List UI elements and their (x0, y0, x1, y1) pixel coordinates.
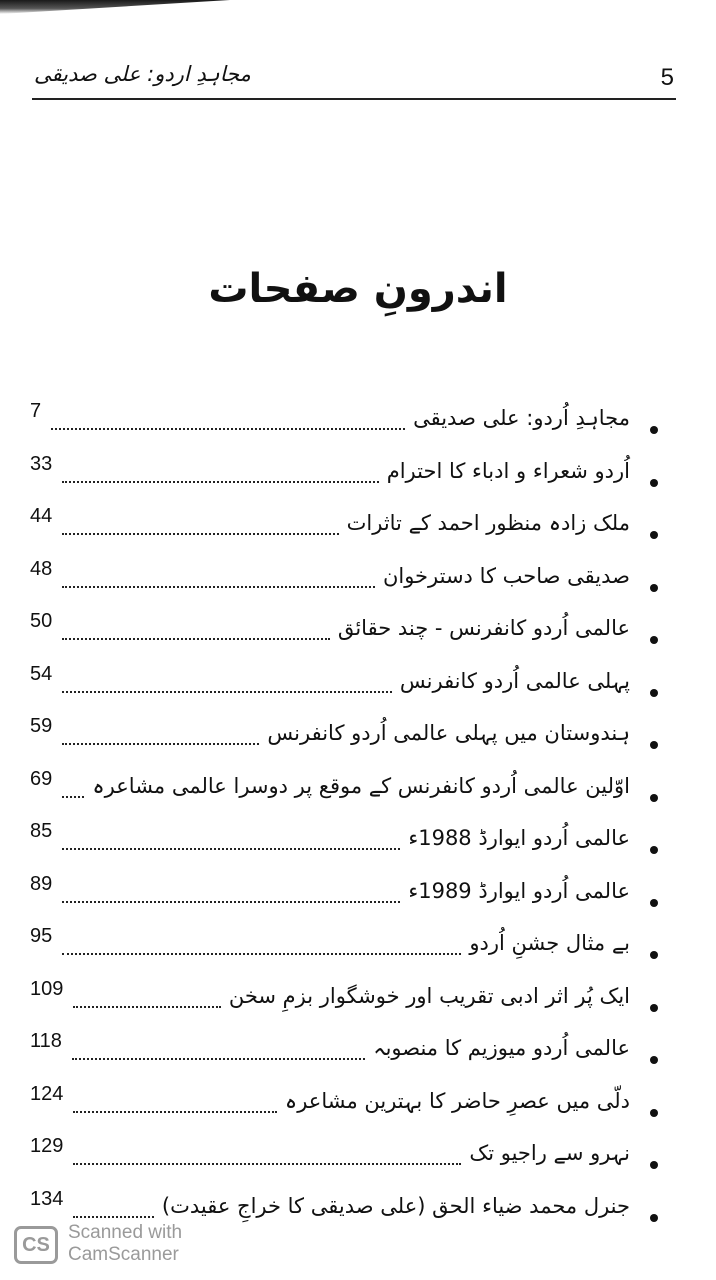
page-header (32, 58, 676, 100)
toc-page-number: 54 (30, 662, 53, 685)
toc-entry-title: پہلی عالمی اُردو کانفرنس (399, 668, 630, 693)
bullet-icon (650, 1056, 658, 1064)
toc-dot-leader (72, 1058, 365, 1060)
toc-entry-title: ملک زادہ منظور احمد کے تاثرات (346, 511, 630, 535)
camscanner-logo: CS (14, 1226, 58, 1264)
toc-entry-title: دلّی میں عصرِ حاضر کا بہترین مشاعرہ (284, 1088, 630, 1113)
toc-dot-leader (62, 743, 259, 745)
bullet-icon (650, 1109, 658, 1117)
toc-dot-leader (73, 1216, 154, 1218)
toc-entry (30, 558, 658, 598)
bullet-icon (650, 531, 658, 539)
bullet-icon (650, 1214, 658, 1222)
bullet-icon (650, 479, 658, 487)
toc-dot-leader (62, 953, 461, 955)
toc-page-number: 69 (30, 767, 53, 790)
toc-page-number: 33 (30, 452, 53, 475)
toc-page-number: 118 (30, 1030, 62, 1052)
toc-dot-leader (51, 428, 405, 430)
toc-entry (30, 820, 658, 860)
toc-dot-leader (62, 481, 379, 483)
toc-entry-title: مجاہدِ اُردو: علی صدیقی (413, 406, 630, 430)
toc-page-number: 48 (30, 557, 53, 580)
toc-page-number: 124 (30, 1082, 64, 1105)
toc-entry (30, 505, 658, 545)
toc-page-number: 7 (30, 400, 42, 422)
toc-entry (30, 1083, 658, 1123)
bullet-icon (650, 1004, 658, 1012)
toc-page-number: 89 (30, 872, 53, 895)
running-title: مجاہدِ اردو: علی صدیقی (34, 62, 251, 86)
scan-corner-shadow (0, 0, 230, 14)
toc-entry (30, 610, 658, 650)
toc-entry-title: عالمی اُردو میوزیم کا منصوبہ (373, 1036, 630, 1060)
bullet-icon (650, 426, 658, 434)
toc-entry-title: اُردو شعراء و ادباء کا احترام (386, 458, 630, 483)
toc-dot-leader (62, 586, 375, 588)
toc-dot-leader (73, 1006, 221, 1008)
bullet-icon (650, 689, 658, 697)
toc-entry (30, 1135, 658, 1175)
toc-dot-leader (62, 901, 400, 903)
toc-entry-title: اوّلین عالمی اُردو کانفرنس کے موقع پر دوسرا عالمی مشاعرہ (92, 773, 630, 798)
toc-entry (30, 400, 658, 440)
toc-entry-title: صدیقی صاحب کا دسترخوان (382, 563, 630, 588)
toc-entry-title: جنرل محمد ضیاء الحق (علی صدیقی کا خراجِ عقیدت) (161, 1193, 630, 1218)
toc-entry-title: عالمی اُردو ایوارڈ 1988ء (408, 826, 630, 850)
toc-entry (30, 715, 658, 755)
page-number: 5 (660, 64, 674, 91)
toc-page-number: 59 (30, 715, 53, 737)
bullet-icon (650, 846, 658, 854)
toc-dot-leader (62, 691, 392, 693)
toc-entry-title: ہندوستان میں پہلی عالمی اُردو کانفرنس (267, 721, 630, 745)
toc-page-number: 95 (30, 925, 53, 947)
toc-entry-title: عالمی اُردو کانفرنس - چند حقائق (337, 616, 630, 640)
bullet-icon (650, 1161, 658, 1169)
toc-entry-title: ایک پُر اثر ادبی تقریب اور خوشگوار بزمِ سخن (228, 983, 630, 1008)
bullet-icon (650, 951, 658, 959)
toc-entry (30, 453, 658, 493)
page-title: اندرونِ صفحات (208, 266, 508, 312)
bullet-icon (650, 794, 658, 802)
toc-dot-leader (62, 533, 339, 535)
toc-entry-title: بے مثال جشنِ اُردو (469, 931, 630, 955)
toc-page-number: 85 (30, 820, 53, 842)
toc-dot-leader (73, 1163, 461, 1165)
toc-entry (30, 978, 658, 1018)
toc-dot-leader (73, 1111, 277, 1113)
toc-entry (30, 925, 658, 965)
toc-entry (30, 873, 658, 913)
bullet-icon (650, 584, 658, 592)
toc-page-number: 50 (30, 610, 53, 632)
toc-entry-title: نہرو سے راجیو تک (469, 1141, 630, 1165)
watermark-line-1: Scanned with (68, 1222, 183, 1243)
watermark-line-2: CamScanner (68, 1244, 179, 1265)
bullet-icon (650, 636, 658, 644)
toc-entry (30, 1030, 658, 1070)
toc-page-number: 134 (30, 1187, 64, 1210)
toc-entry (30, 663, 658, 703)
camscanner-watermark (68, 1222, 182, 1266)
toc-dot-leader (62, 796, 84, 798)
toc-dot-leader (62, 638, 330, 640)
toc-dot-leader (62, 848, 400, 850)
toc-page-number: 129 (30, 1135, 64, 1157)
bullet-icon (650, 899, 658, 907)
bullet-icon (650, 741, 658, 749)
toc-page-number: 109 (30, 977, 64, 1000)
toc-entry-title: عالمی اُردو ایوارڈ 1989ء (408, 878, 630, 903)
toc-entry (30, 768, 658, 808)
toc-page-number: 44 (30, 505, 53, 527)
